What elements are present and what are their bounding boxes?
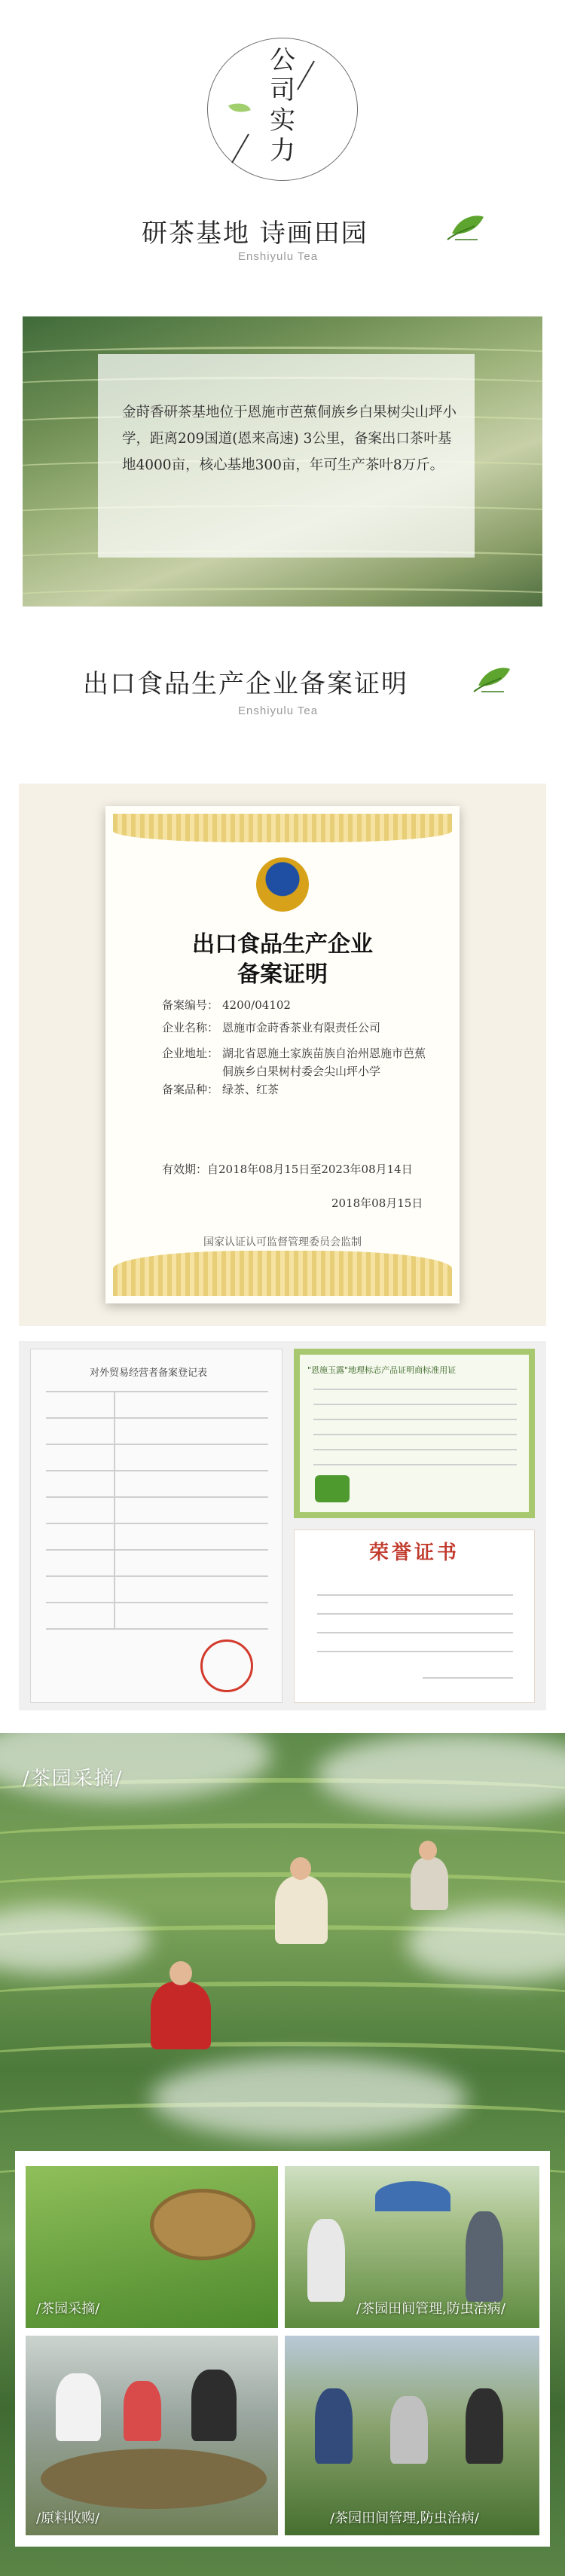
geographic-trademark-certificate [294, 1349, 535, 1518]
gallery-caption: /原料收购/ [36, 2510, 100, 2526]
tea-tray [41, 2449, 267, 2509]
certificate-issuer: 国家认证认可监督管理委员会监制 [203, 1236, 362, 1248]
gallery-tile [26, 2166, 278, 2328]
umbrella-icon [375, 2181, 450, 2211]
certificate-title-line2: 备案证明 [237, 961, 328, 988]
certificate-row-value: 恩施市金莳香茶业有限责任公司 [222, 1021, 381, 1034]
certificate-issue-date: 2018年08月15日 [331, 1196, 423, 1210]
gallery-caption: /茶园田间管理,防虫治病/ [356, 2301, 505, 2317]
honor-certificate-title: 荣誉证书 [368, 1542, 460, 1564]
certificate-gold-border-bottom [113, 1251, 452, 1296]
certificate-row-value: 绿茶、红茶 [222, 1083, 279, 1096]
tea-leaf-icon [444, 211, 487, 244]
certificate-row-label: 企业地址： [162, 1047, 219, 1060]
tea-picker-figure [151, 1982, 211, 2049]
gallery-tile [26, 2336, 278, 2535]
gallery-tile [285, 2166, 539, 2328]
base-section-title: 研茶基地 诗画田园 [142, 218, 368, 249]
gallery-caption: /茶园采摘/ [36, 2301, 100, 2317]
tea-garden-title: /茶园采摘/ [23, 1768, 124, 1790]
badge-title: 公司实力 [270, 45, 295, 166]
certificate-row-label: 备案品种： [162, 1083, 219, 1096]
red-seal-icon [200, 1639, 253, 1692]
certificate-row-value: 4200/04102 [222, 998, 291, 1012]
green-logo-icon [315, 1475, 350, 1502]
green-cert-title: "恩施玉露"地理标志产品证明商标准用证 [307, 1365, 457, 1375]
cert-section-title: 出口食品生产企业备案证明 [83, 669, 408, 699]
certificate-row [162, 996, 433, 1014]
gallery-caption: /茶园田间管理,防虫治病/ [330, 2510, 479, 2526]
tea-picker-figure [275, 1876, 328, 1944]
certificate-validity: 有效期：自2018年08月15日至2023年08月14日 [162, 1163, 413, 1176]
gallery-tile [285, 2336, 539, 2535]
certificate-title-line1: 出口食品生产企业 [192, 931, 373, 958]
national-emblem-icon [256, 857, 309, 912]
photo-gallery [15, 2151, 550, 2547]
trade-form-title: 对外贸易经营者备案登记表 [90, 1367, 208, 1379]
tea-picker-figure [411, 1857, 448, 1910]
certificate-row-label: 备案编号： [162, 998, 219, 1012]
bamboo-basket-icon [150, 2189, 255, 2260]
base-description-text: 金莳香研茶基地位于恩施市芭蕉侗族乡白果树尖山坪小学，距离209国道(恩来高速) 3公里，备案出口茶叶基地4000亩，核心基地300亩，年可生产茶叶8万斤。 [122, 405, 457, 473]
certificate-row [162, 1080, 433, 1099]
base-section-subtitle: Enshiyulu Tea [238, 250, 319, 263]
certificate-row-label: 企业名称： [162, 1021, 219, 1034]
certificate-gold-border-top [113, 814, 452, 842]
cert-section-subtitle: Enshiyulu Tea [238, 704, 319, 717]
certificate-row [162, 1019, 433, 1037]
trade-registration-form [30, 1349, 282, 1703]
certificate-row-value: 湖北省恩施土家族苗族自治州恩施市芭蕉侗族乡白果树村委会尖山坪小学 [222, 1047, 426, 1078]
tea-leaf-icon [471, 663, 513, 696]
